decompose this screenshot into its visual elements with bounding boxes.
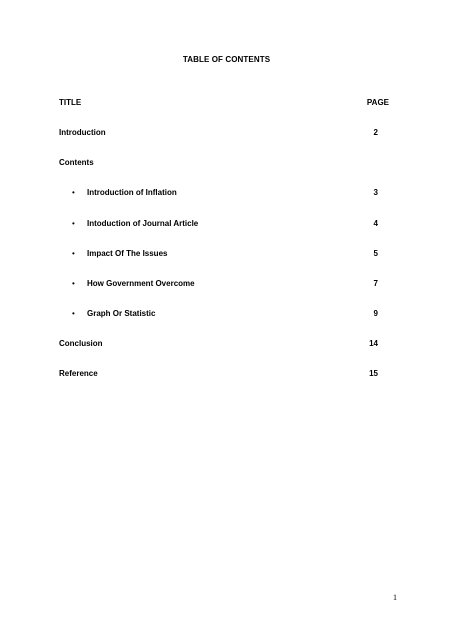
toc-entry-reference xyxy=(0,369,453,381)
page-column-header: PAGE xyxy=(366,98,389,107)
bullet-icon: • xyxy=(72,249,75,258)
toc-subentry-graph xyxy=(0,309,453,321)
bullet-icon: • xyxy=(72,279,75,288)
toc-entry-conclusion xyxy=(0,339,453,351)
bullet-icon: • xyxy=(72,188,75,197)
toc-entry-label: Intoduction of Journal Article xyxy=(87,219,199,228)
toc-entry-page: 15 xyxy=(369,369,378,378)
toc-entry-label: Introduction xyxy=(59,128,106,137)
page-number: 1 xyxy=(393,593,397,602)
toc-entry-label: Conclusion xyxy=(59,339,103,348)
toc-entry-label: Introduction of Inflation xyxy=(87,188,177,197)
toc-entry-label: Graph Or Statistic xyxy=(87,309,156,318)
toc-entry-label: Impact Of The Issues xyxy=(87,249,168,258)
bullet-icon: • xyxy=(72,309,75,318)
toc-entry-introduction xyxy=(0,128,453,140)
toc-entry-page: 7 xyxy=(373,279,378,288)
toc-entry-contents xyxy=(0,158,453,170)
title-column-header: TITLE xyxy=(59,98,82,107)
toc-subentry-journal-article xyxy=(0,219,453,231)
toc-subentry-inflation xyxy=(0,188,453,200)
toc-entry-label: Contents xyxy=(59,158,94,167)
toc-entry-label: How Government Overcome xyxy=(87,279,195,288)
toc-entry-page: 5 xyxy=(373,249,378,258)
toc-subentry-government xyxy=(0,279,453,291)
toc-entry-page: 9 xyxy=(373,309,378,318)
toc-entry-page: 14 xyxy=(369,339,378,348)
bullet-icon: • xyxy=(72,219,75,228)
page-title: TABLE OF CONTENTS xyxy=(182,55,271,64)
toc-entry-page: 2 xyxy=(373,128,378,137)
toc-entry-label: Reference xyxy=(59,369,98,378)
toc-entry-page: 4 xyxy=(373,219,378,228)
toc-header-row xyxy=(0,98,453,110)
toc-subentry-impact xyxy=(0,249,453,261)
toc-entry-page: 3 xyxy=(373,188,378,197)
